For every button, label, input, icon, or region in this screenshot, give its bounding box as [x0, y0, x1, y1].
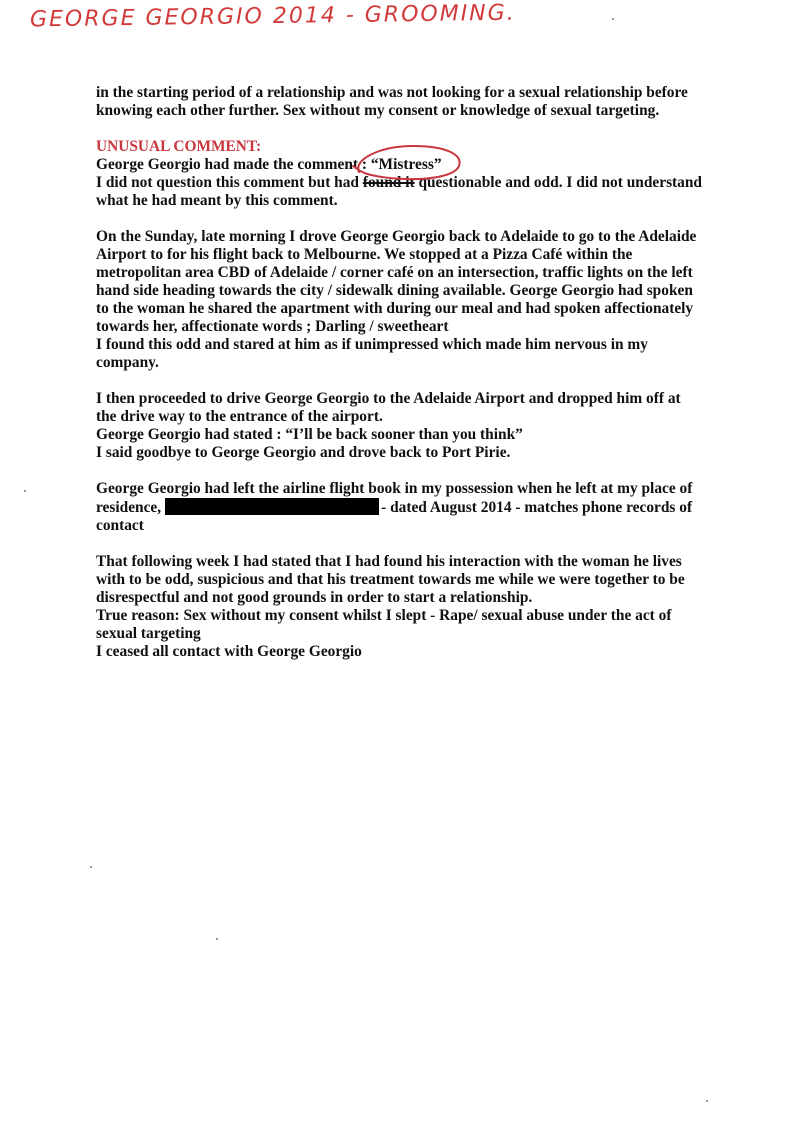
comment-intro-text: George Georgio had made the comment :: [96, 156, 371, 173]
text-line: what he had meant by this comment.: [96, 192, 338, 209]
section-heading-unusual-comment: UNUSUAL COMMENT:: [96, 138, 262, 155]
text-line: On the Sunday, late morning I drove George Georgio back to Adelaide to go to the Adelaide: [96, 228, 697, 245]
paragraph-airport: [96, 390, 746, 462]
scan-speck: [612, 18, 614, 20]
text-line: I then proceeded to drive George Georgio to the Adelaide Airport and dropped him off at: [96, 390, 681, 407]
text-line: sexual targeting: [96, 625, 201, 642]
scan-speck: [24, 490, 26, 492]
paragraph-sunday: [96, 228, 746, 372]
text-fragment: I did not question this comment but had: [96, 174, 363, 191]
text-fragment: - dated August 2014 - matches phone records of: [381, 499, 693, 516]
text-line: [96, 156, 746, 174]
struck-out-text: found it: [362, 174, 415, 191]
text-line: True reason: Sex without my consent whilst I slept - Rape/ sexual abuse under the act of: [96, 607, 672, 624]
paragraph-flight-book: [96, 480, 746, 535]
text-line: George Georgio had left the airline flight book in my possession when he left at my place of: [96, 480, 693, 497]
scan-speck: [90, 866, 92, 868]
handwritten-title: GEORGE GEORGIO 2014 - GROOMING.: [29, 0, 516, 33]
text-line: contact: [96, 517, 144, 534]
text-line: I found this odd and stared at him as if unimpressed which made him nervous in my: [96, 336, 648, 353]
text-line: company.: [96, 354, 159, 371]
circled-quote: [371, 156, 442, 174]
text-line: hand side heading towards the city / sidewalk dining available. George Georgio had spoken: [96, 282, 693, 299]
text-line: with to be odd, suspicious and that his treatment towards me while we were together to be: [96, 571, 685, 588]
text-fragment: questionable and odd. I did not understand: [414, 174, 702, 191]
text-fragment: residence,: [96, 499, 162, 516]
scan-speck: [706, 1100, 708, 1102]
text-line: knowing each other further. Sex without my consent or knowledge of sexual targeting.: [96, 102, 660, 119]
paragraph-unusual-comment: [96, 138, 746, 210]
text-line: George Georgio had stated : “I’ll be back sooner than you think”: [96, 426, 523, 443]
redaction-block: [165, 498, 379, 515]
text-line: [96, 498, 746, 517]
quoted-word: “Mistress”: [370, 156, 442, 173]
text-line: towards her, affectionate words ; Darling / sweetheart: [96, 318, 449, 335]
text-line: Airport to for his flight back to Melbourne. We stopped at a Pizza Café within the: [96, 246, 633, 263]
paragraph-following-week: [96, 553, 746, 661]
text-line: to the woman he shared the apartment with during our meal and had spoken affectionately: [96, 300, 694, 317]
text-line: metropolitan area CBD of Adelaide / corner café on an intersection, traffic lights on the left: [96, 264, 693, 281]
text-line: [96, 174, 746, 192]
statement-body: [96, 84, 746, 679]
text-line: I ceased all contact with George Georgio: [96, 643, 362, 660]
text-line: That following week I had stated that I had found his interaction with the woman he lives: [96, 553, 682, 570]
text-line: I said goodbye to George Georgio and drove back to Port Pirie.: [96, 444, 511, 461]
text-line: disrespectful and not good grounds in order to start a relationship.: [96, 589, 533, 606]
scan-speck: [216, 938, 218, 940]
text-line: in the starting period of a relationship and was not looking for a sexual relationship before: [96, 84, 688, 101]
paragraph-intro: [96, 84, 746, 120]
text-line: the drive way to the entrance of the airport.: [96, 408, 383, 425]
